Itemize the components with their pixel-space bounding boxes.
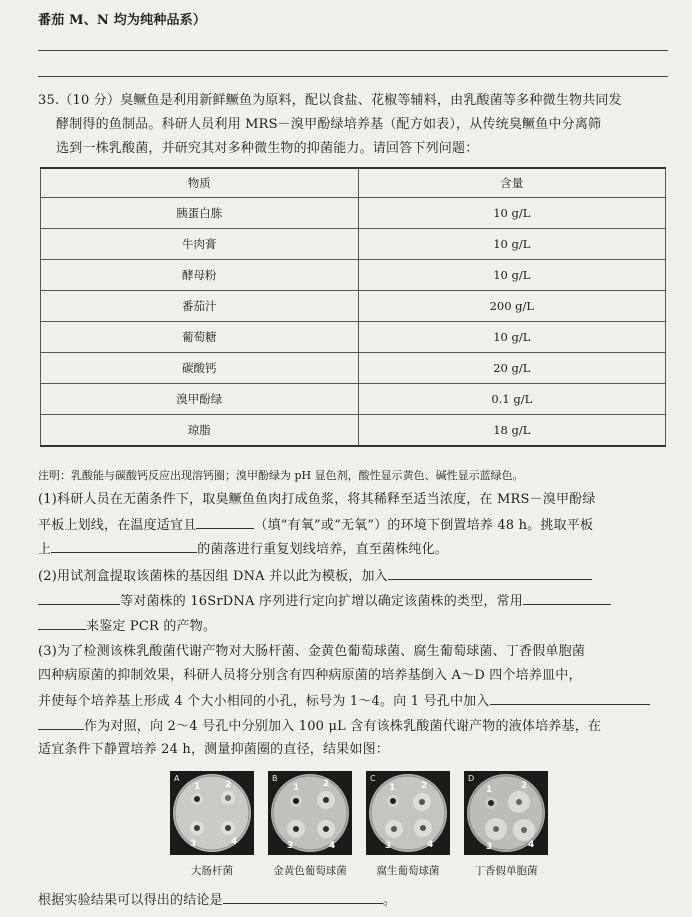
dish-b-letter: B [272,774,278,783]
q3-line-4-text: 作为对照，向 2～4 号孔中分别加入 100 μL 含有该株乳酸菌代谢产物的液体培养基，在 [84,719,602,734]
amount-cell: 10 g/L [358,260,665,291]
amount-cell: 20 g/L [358,353,665,384]
answer-blank-conclusion[interactable] [223,890,383,904]
q1-line-3 [38,539,448,559]
amount-cell: 10 g/L [358,198,665,229]
table-note: 注明：乳酸能与碳酸钙反应出现溶钙圈；溴甲酚绿为 pH 显色剂，酸性显示黄色、碱性显示蓝绿色。 [38,469,524,482]
q2-line-2-text: 等对菌株的 16SrDNA 序列进行定向扩增以确定该菌株的类型，常用 [120,594,523,609]
q3-conclusion-text: 根据实验结果可以得出的结论是 [38,893,223,908]
dish-caption: 丁香假单胞菌 [474,865,538,877]
q3-line-3-text: 并使每个培养基上形成 4 个大小相同的小孔，标号为 1～4。向 1 号孔中加入 [38,694,490,709]
substance-cell: 牛肉膏 [41,229,359,260]
q3-line-5: 适宜条件下静置培养 24 h，测量抑菌圈的直径，结果如图： [38,742,389,757]
petri-dish-b-image [268,771,352,855]
q1-line-3-end: 的菌落进行重复划线培养，直至菌株纯化。 [197,542,449,557]
dish-a-letter: A [174,774,180,783]
petri-dish-c [366,771,450,878]
petri-dish-figure [170,771,550,881]
col-header-substance: 物质 [41,168,359,198]
table-row [41,229,666,260]
q1-line-3-start: 上 [38,542,52,557]
answer-blank-control-cont[interactable] [38,716,84,730]
q2-line-3-text: 来鉴定 PCR 的产物。 [86,619,217,634]
svg-text:2: 2 [323,779,330,789]
mrs-recipe-table [40,167,666,447]
prev-question-line: 番茄 M、N 均为纯种品系） [38,13,207,28]
q1-line-2 [38,515,593,535]
svg-text:2: 2 [521,781,528,791]
q3-conclusion-line [38,890,396,910]
answer-blank-identify-method[interactable] [523,591,611,605]
answer-blank-oxygen[interactable] [196,515,254,529]
svg-text:3: 3 [287,841,294,851]
answer-blank-pcr-reagents[interactable] [388,566,592,580]
q1-line-2-end: （填“有氧”或“无氧”）的环境下倒置培养 48 h。挑取平板 [254,518,594,533]
dish-d-letter: D [468,774,475,783]
svg-text:2: 2 [225,780,232,790]
amount-cell: 200 g/L [358,291,665,322]
svg-text:4: 4 [427,840,434,850]
answer-rule-2 [38,76,668,77]
svg-text:1: 1 [293,783,300,793]
dish-caption: 腐生葡萄球菌 [376,865,440,877]
q3-line-4 [38,716,601,736]
svg-text:3: 3 [385,841,392,851]
q2-line-1-text: (2)用试剂盒提取该菌株的基因组 DNA 并以此为模板，加入 [38,569,388,584]
table-row [41,384,666,415]
dish-caption: 大肠杆菌 [191,865,233,877]
q35-intro-line-3: 选到一株乳酸菌，并研究其对多种微生物的抑菌能力。请回答下列问题： [56,141,479,156]
svg-text:4: 4 [231,837,238,847]
table-row [41,291,666,322]
svg-text:4: 4 [329,841,336,851]
svg-text:1: 1 [486,785,493,795]
q3-line-2: 四种病原菌的抑制效果，科研人员将分别含有四种病原菌的培养基倒入 A～D 四个培养皿中， [38,668,582,683]
substance-cell: 碳酸钙 [41,353,359,384]
svg-text:3: 3 [486,842,493,852]
answer-blank-colony[interactable] [51,539,197,553]
table-row [41,322,666,353]
amount-cell: 10 g/L [358,229,665,260]
q3-line-3 [38,691,650,711]
answer-rule-1 [38,50,668,51]
table-row [41,198,666,229]
dish-c-letter: C [370,774,376,783]
petri-dish-b [268,771,352,878]
q35-intro-line-1: 35.（10 分）臭鳜鱼是利用新鲜鳜鱼为原料，配以食盐、花椒等辅料，由乳酸菌等多种微生物共同发 [38,93,622,108]
substance-cell: 葡萄糖 [41,322,359,353]
q2-line-3 [38,616,216,636]
q3-conclusion-end: 。 [382,893,397,908]
petri-dish-d-image [464,771,548,855]
answer-blank-pcr-reagents-cont[interactable] [38,591,120,605]
table-header-row [41,168,666,198]
substance-cell: 酵母粉 [41,260,359,291]
q35-intro-line-2: 酵制得的鱼制品。科研人员利用 MRS－溴甲酚绿培养基（配方如表），从传统臭鳜鱼中分离筛 [56,117,602,132]
petri-dish-d [464,771,548,878]
table-row [41,260,666,291]
substance-cell: 番茄汁 [41,291,359,322]
table-row [41,353,666,384]
q2-line-1 [38,566,592,586]
answer-blank-identify-method-cont[interactable] [38,616,86,630]
svg-text:1: 1 [389,783,396,793]
petri-dish-c-image [366,771,450,855]
substance-cell: 胰蛋白胨 [41,198,359,229]
svg-text:2: 2 [421,781,428,791]
svg-text:4: 4 [528,840,535,850]
svg-text:3: 3 [190,839,197,849]
answer-blank-control[interactable] [490,691,650,705]
substance-cell: 琼脂 [41,415,359,447]
dish-caption: 金黄色葡萄球菌 [273,865,347,877]
svg-text:1: 1 [194,782,201,792]
col-header-amount: 含量 [358,168,665,198]
table-row [41,415,666,447]
q1-line-1: (1)科研人员在无菌条件下，取臭鳜鱼鱼肉打成鱼浆，将其稀释至适当浓度，在 MRS－溴甲酚绿 [38,492,596,507]
petri-dish-a-image [170,771,254,855]
petri-dish-a [170,771,254,878]
q3-line-1: (3)为了检测该株乳酸菌代谢产物对大肠杆菌、金黄色葡萄球菌、腐生葡萄球菌、丁香假单胞菌 [38,644,586,659]
amount-cell: 0.1 g/L [358,384,665,415]
amount-cell: 18 g/L [358,415,665,447]
q1-line-2-start: 平板上划线，在温度适宜且 [38,518,197,533]
q2-line-2 [38,591,611,611]
amount-cell: 10 g/L [358,322,665,353]
substance-cell: 溴甲酚绿 [41,384,359,415]
